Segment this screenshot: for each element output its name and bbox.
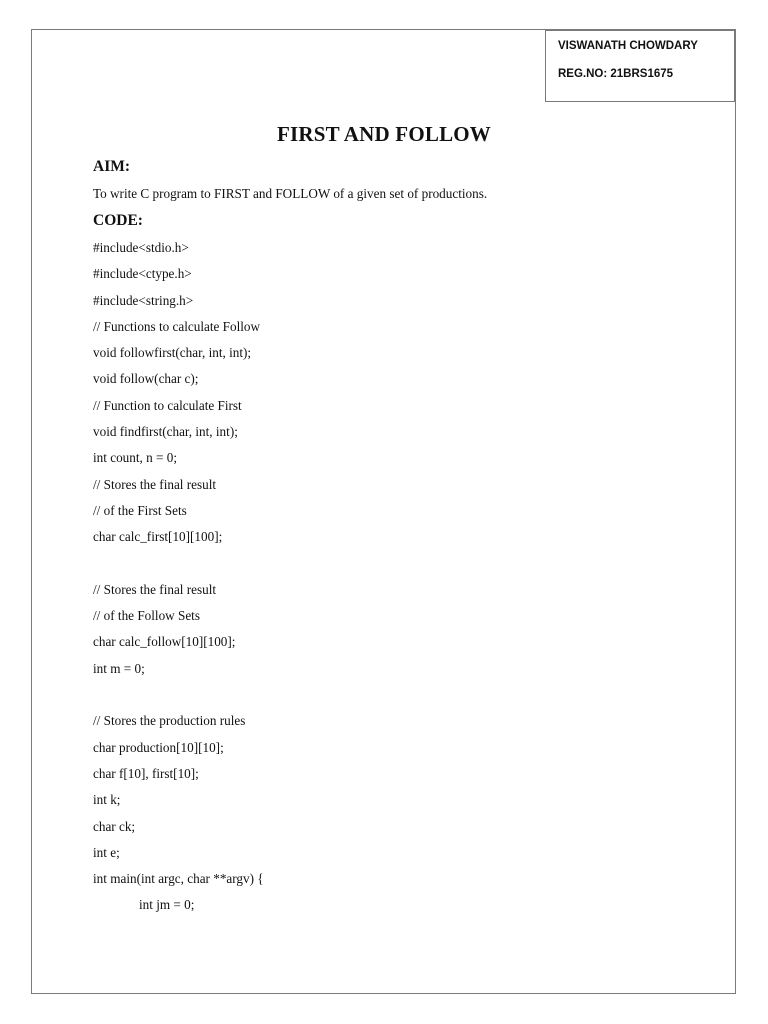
code-line: int jm = 0; [139, 897, 195, 913]
code-line: int m = 0; [93, 660, 145, 676]
code-heading: CODE: [93, 212, 143, 229]
code-listing [93, 240, 264, 924]
code-line: // of the First Sets [93, 502, 187, 518]
code-line: int main(int argc, char **argv) { [93, 871, 264, 887]
code-line-blank [93, 556, 264, 582]
code-line: void follow(char c); [93, 371, 199, 387]
code-line: int count, n = 0; [93, 450, 177, 466]
code-line: // Stores the final result [93, 476, 217, 492]
code-line: void findfirst(char, int, int); [93, 424, 238, 440]
code-line: char calc_follow[10][100]; [93, 634, 236, 650]
code-line: char production[10][10]; [93, 739, 224, 755]
code-line: // of the Follow Sets [93, 608, 200, 624]
code-line: void followfirst(char, int, int); [93, 345, 252, 361]
aim-text: To write C program to FIRST and FOLLOW of a given set of productions. [93, 186, 488, 201]
aim-heading: AIM: [93, 158, 131, 175]
student-info-box [545, 30, 735, 102]
code-line-blank [93, 687, 264, 713]
code-line: #include<ctype.h> [93, 266, 192, 282]
code-line: int e; [93, 844, 120, 860]
student-name: VISWANATH CHOWDARY [558, 40, 698, 52]
code-line: char ck; [93, 818, 136, 834]
code-line: char calc_first[10][100]; [93, 529, 223, 545]
code-line: #include<stdio.h> [93, 240, 189, 255]
code-line: // Function to calculate First [93, 397, 242, 413]
code-line: int k; [93, 792, 121, 808]
code-line: #include<string.h> [93, 292, 194, 308]
registration-number: REG.NO: 21BRS1675 [558, 68, 674, 80]
code-line: // Stores the production rules [93, 713, 246, 729]
code-line: // Stores the final result [93, 581, 217, 597]
code-line: char f[10], first[10]; [93, 765, 199, 781]
document-title: FIRST AND FOLLOW [276, 122, 492, 146]
code-line: // Functions to calculate Follow [93, 318, 261, 334]
